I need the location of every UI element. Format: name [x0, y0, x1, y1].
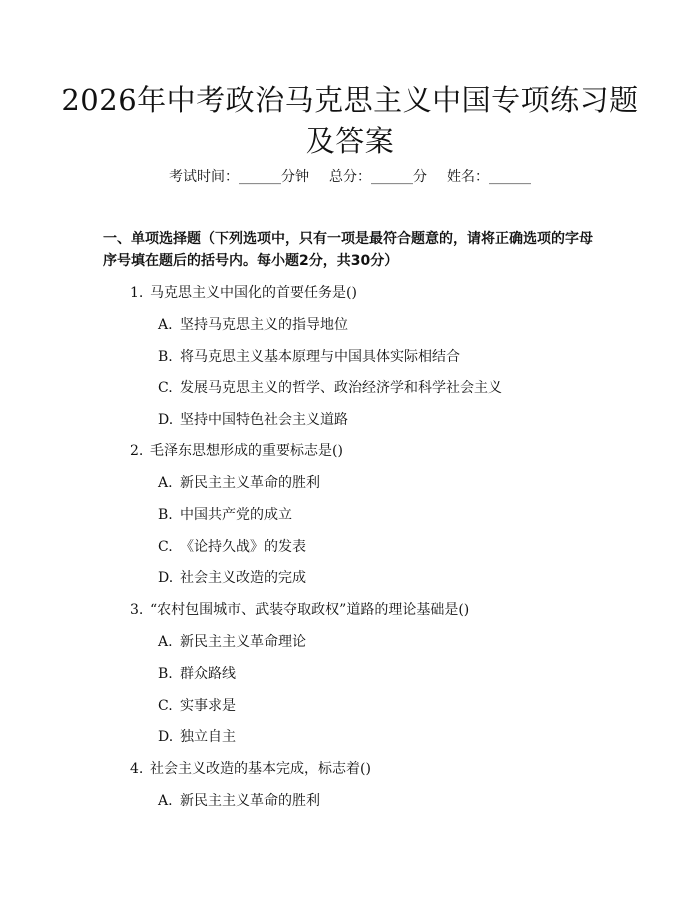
question-number: 3. [130, 602, 144, 618]
option-text: 新民主主义革命的胜利 [180, 475, 320, 491]
exam-meta [0, 166, 700, 186]
option-text: 发展马克思主义的哲学、政治经济学和科学社会主义 [180, 380, 502, 396]
option-text: 中国共产党的成立 [180, 507, 292, 523]
option-2d [158, 568, 306, 588]
question-text: “农村包围城市、武装夺取政权”道路的理论基础是() [150, 602, 470, 618]
option-letter: A. [158, 317, 173, 333]
question-4 [130, 759, 371, 779]
option-4a [158, 791, 320, 811]
exam-time: 考试时间：______分钟 [169, 169, 309, 185]
question-number: 2. [130, 443, 144, 459]
option-letter: D. [158, 412, 174, 428]
option-text: 群众路线 [180, 666, 236, 682]
question-number: 1. [130, 285, 144, 301]
option-3c [158, 696, 236, 716]
option-letter: A. [158, 475, 173, 491]
option-letter: D. [158, 729, 174, 745]
question-text: 社会主义改造的基本完成，标志着() [150, 761, 371, 777]
page-title-line2: 及答案 [305, 124, 395, 158]
option-text: 《论持久战》的发表 [180, 539, 306, 555]
option-1a [158, 315, 348, 335]
option-2c [158, 537, 306, 557]
section-heading-line2: 序号填在题后的括号内。每小题2分，共30分） [103, 253, 399, 269]
page-title: 2026年中考政治马克思主义中国专项练习题 [61, 83, 639, 117]
section-heading: 一、单项选择题（下列选项中，只有一项是最符合题意的，请将正确选项的字母 [103, 231, 593, 247]
option-text: 实事求是 [180, 698, 236, 714]
option-letter: C. [158, 539, 173, 555]
option-text: 坚持马克思主义的指导地位 [180, 317, 348, 333]
option-3d [158, 727, 236, 747]
question-2 [130, 441, 343, 461]
question-text: 马克思主义中国化的首要任务是() [150, 285, 357, 301]
option-letter: A. [158, 634, 173, 650]
option-3b [158, 664, 236, 684]
question-number: 4. [130, 761, 144, 777]
option-2b [158, 505, 292, 525]
option-text: 独立自主 [180, 729, 236, 745]
option-text: 新民主主义革命理论 [180, 634, 306, 650]
option-1d [158, 410, 348, 430]
option-2a [158, 473, 320, 493]
option-text: 将马克思主义基本原理与中国具体实际相结合 [180, 349, 460, 365]
question-3 [130, 600, 469, 620]
option-text: 社会主义改造的完成 [180, 570, 306, 586]
option-1c [158, 378, 502, 398]
option-letter: D. [158, 570, 174, 586]
option-3a [158, 632, 306, 652]
option-letter: C. [158, 698, 173, 714]
option-letter: B. [158, 349, 173, 365]
option-text: 新民主主义革命的胜利 [180, 793, 320, 809]
option-letter: C. [158, 380, 173, 396]
option-1b [158, 347, 460, 367]
question-1 [130, 283, 357, 303]
option-letter: A. [158, 793, 173, 809]
option-letter: B. [158, 666, 173, 682]
question-text: 毛泽东思想形成的重要标志是() [150, 443, 343, 459]
option-letter: B. [158, 507, 173, 523]
student-name: 姓名：______ [447, 169, 531, 185]
total-score: 总分：______分 [329, 169, 427, 185]
option-text: 坚持中国特色社会主义道路 [180, 412, 348, 428]
